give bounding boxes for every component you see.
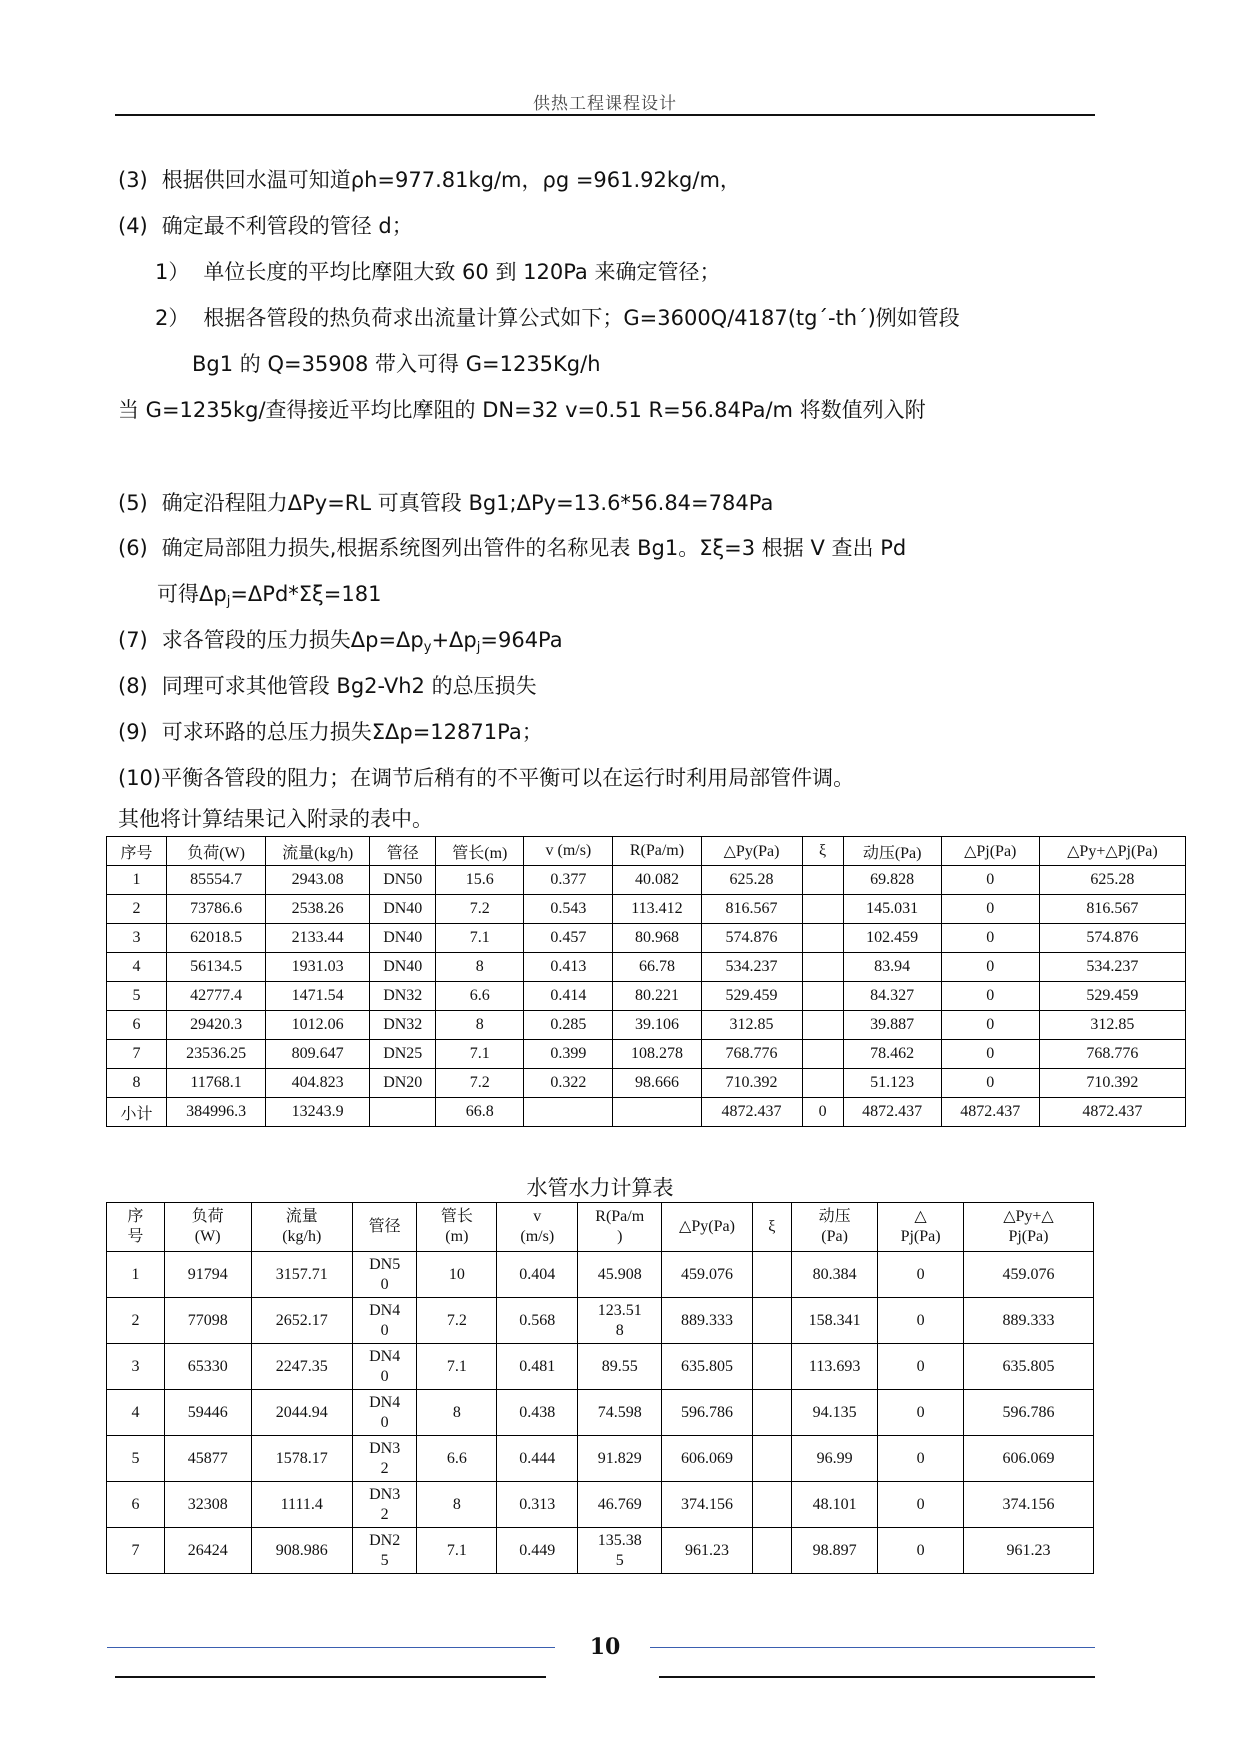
table-cell: 80.221 <box>613 982 701 1011</box>
item-number: (9) <box>118 720 148 744</box>
table-cell <box>802 866 843 895</box>
table-cell: 11768.1 <box>167 1069 266 1098</box>
table-row <box>107 924 1186 953</box>
table-cell: 小计 <box>107 1098 167 1127</box>
table-cell: 312.85 <box>1039 1011 1185 1040</box>
table-header-cell: 负荷(W) <box>167 837 266 866</box>
table-cell: 1578.17 <box>251 1436 352 1482</box>
table-cell: 0 <box>941 924 1039 953</box>
table-cell: 8 <box>107 1069 167 1098</box>
paragraph-4-2 <box>155 302 960 332</box>
table-cell: 768.776 <box>1039 1040 1185 1069</box>
table-header-cell: R(Pa/m ) <box>578 1203 662 1252</box>
table-cell: 158.341 <box>791 1298 877 1344</box>
table-cell: 529.459 <box>701 982 802 1011</box>
table-cell: 7.2 <box>436 1069 524 1098</box>
table-cell: 80.968 <box>613 924 701 953</box>
table-cell: 7 <box>107 1040 167 1069</box>
table-header-cell: 动压(Pa) <box>843 837 941 866</box>
item-text: 求各管段的压力损失Δp=Δp <box>161 628 424 652</box>
table-cell: 83.94 <box>843 953 941 982</box>
item-number: (4) <box>118 214 148 238</box>
item-number: 2） <box>155 306 190 330</box>
table-cell: 3157.71 <box>251 1252 352 1298</box>
table-cell: 606.069 <box>963 1436 1093 1482</box>
table-cell: 534.237 <box>1039 953 1185 982</box>
table-cell: 312.85 <box>701 1011 802 1040</box>
table-header-cell: 管长 (m) <box>417 1203 497 1252</box>
table-cell: 98.897 <box>791 1528 877 1574</box>
table-cell: DN3 2 <box>352 1482 416 1528</box>
item-number: (3) <box>118 168 148 192</box>
table-header-cell: 管长(m) <box>436 837 524 866</box>
table-header-cell: 管径 <box>370 837 436 866</box>
item-number: (8) <box>118 674 148 698</box>
table-header-cell: △Py+△Pj(Pa) <box>1039 837 1185 866</box>
table-cell: DN32 <box>370 982 436 1011</box>
table-cell: 816.567 <box>701 895 802 924</box>
table-cell: DN4 0 <box>352 1344 416 1390</box>
table-cell: 961.23 <box>662 1528 752 1574</box>
paragraph-4-2-continued: Bg1 的 Q=35908 带入可得 G=1235Kg/h <box>192 352 601 376</box>
paragraph-7 <box>118 624 563 655</box>
table-cell: DN4 0 <box>352 1390 416 1436</box>
item-text: =ΔPd*Σξ=181 <box>230 582 382 606</box>
table-cell: 113.412 <box>613 895 701 924</box>
table-header-cell: 流量(kg/h) <box>266 837 370 866</box>
table-header-row <box>107 1203 1094 1252</box>
table-caption: 水管水力计算表 <box>526 1176 674 1200</box>
paragraph-4 <box>118 210 413 240</box>
table-cell: 6 <box>107 1482 165 1528</box>
table-cell: 529.459 <box>1039 982 1185 1011</box>
table-cell: 26424 <box>164 1528 251 1574</box>
table-cell: 3 <box>107 924 167 953</box>
table-cell: 0.404 <box>497 1252 578 1298</box>
table-header-cell: 流量 (kg/h) <box>251 1203 352 1252</box>
table-cell: 0 <box>878 1390 964 1436</box>
table-cell: 574.876 <box>1039 924 1185 953</box>
table-row <box>107 1040 1186 1069</box>
table-row <box>107 1528 1094 1574</box>
table-cell: 0 <box>941 866 1039 895</box>
item-text: 可得Δp <box>157 582 227 606</box>
table-cell: 40.082 <box>613 866 701 895</box>
table-cell: DN4 0 <box>352 1298 416 1344</box>
item-number: 1） <box>155 260 190 284</box>
table-cell: 404.823 <box>266 1069 370 1098</box>
table-cell: 89.55 <box>578 1344 662 1390</box>
table-cell <box>802 1011 843 1040</box>
table-cell: 0 <box>878 1482 964 1528</box>
table-cell: 0 <box>878 1344 964 1390</box>
table-cell: 374.156 <box>662 1482 752 1528</box>
table-row <box>107 1069 1186 1098</box>
table-cell: 39.106 <box>613 1011 701 1040</box>
table-cell: 0.313 <box>497 1482 578 1528</box>
table-cell: 94.135 <box>791 1390 877 1436</box>
table-header-cell: 管径 <box>352 1203 416 1252</box>
table-cell: 4872.437 <box>843 1098 941 1127</box>
table-cell: 96.99 <box>791 1436 877 1482</box>
table-cell: 6 <box>107 1011 167 1040</box>
table-row <box>107 1344 1094 1390</box>
table-cell: 45877 <box>164 1436 251 1482</box>
table-cell: 0 <box>941 1011 1039 1040</box>
table-row <box>107 1298 1094 1344</box>
table-cell: DN2 5 <box>352 1528 416 1574</box>
table-cell: 0 <box>878 1298 964 1344</box>
table-cell <box>370 1098 436 1127</box>
table-cell: 459.076 <box>662 1252 752 1298</box>
running-header: 供热工程课程设计 <box>533 94 677 114</box>
table-cell: 0.322 <box>524 1069 613 1098</box>
table-cell: 74.598 <box>578 1390 662 1436</box>
table-cell: 1111.4 <box>251 1482 352 1528</box>
table-cell: 2044.94 <box>251 1390 352 1436</box>
table-row <box>107 866 1186 895</box>
table-cell: 0.285 <box>524 1011 613 1040</box>
table-cell: 0 <box>941 982 1039 1011</box>
table-cell: 39.887 <box>843 1011 941 1040</box>
table-cell: 768.776 <box>701 1040 802 1069</box>
table-cell: 8 <box>417 1482 497 1528</box>
table-cell: 0 <box>941 1040 1039 1069</box>
table-cell: 108.278 <box>613 1040 701 1069</box>
table-cell <box>802 924 843 953</box>
table-cell: 6.6 <box>417 1436 497 1482</box>
table-cell: 0 <box>878 1252 964 1298</box>
table-cell: 5 <box>107 982 167 1011</box>
table-cell: 374.156 <box>963 1482 1093 1528</box>
item-text: 可求环路的总压力损失ΣΔp=12871Pa； <box>161 720 543 744</box>
table-cell <box>802 895 843 924</box>
table-cell: 69.828 <box>843 866 941 895</box>
table-cell: 48.101 <box>791 1482 877 1528</box>
table-header-cell: △Pj(Pa) <box>941 837 1039 866</box>
table-cell: 889.333 <box>963 1298 1093 1344</box>
paragraph-4-1 <box>155 256 720 286</box>
table-cell: 534.237 <box>701 953 802 982</box>
table-header-cell: 序 号 <box>107 1203 165 1252</box>
table-cell: 710.392 <box>701 1069 802 1098</box>
table-cell: 7.1 <box>417 1344 497 1390</box>
subscript: y <box>423 640 432 655</box>
table-cell: DN40 <box>370 924 436 953</box>
table-header-row <box>107 837 1186 866</box>
table-cell: 51.123 <box>843 1069 941 1098</box>
paragraph-11: 其他将计算结果记入附录的表中。 <box>118 807 433 831</box>
table-cell: 0.444 <box>497 1436 578 1482</box>
table-cell <box>802 982 843 1011</box>
item-text: 根据各管段的热负荷求出流量计算公式如下；G=3600Q/4187(tg´-th´)例如管段 <box>203 306 960 330</box>
table-header-cell: △Py+△ Pj(Pa) <box>963 1203 1093 1252</box>
table-cell: 625.28 <box>1039 866 1185 895</box>
table-cell: 7.2 <box>436 895 524 924</box>
table-cell <box>802 1040 843 1069</box>
table-cell: 15.6 <box>436 866 524 895</box>
table-cell: DN40 <box>370 953 436 982</box>
table-cell: 7.1 <box>436 1040 524 1069</box>
table-cell: 0 <box>878 1436 964 1482</box>
paragraph-6-continued <box>157 578 381 609</box>
page-number: 10 <box>589 1634 621 1660</box>
table-row <box>107 982 1186 1011</box>
table-cell: 635.805 <box>963 1344 1093 1390</box>
subscript: j <box>226 594 231 609</box>
table-row <box>107 1011 1186 1040</box>
table-cell: 10 <box>417 1252 497 1298</box>
table-row <box>107 895 1186 924</box>
table-cell: DN3 2 <box>352 1436 416 1482</box>
paragraph-4-3: 当 G=1235kg/查得接近平均比摩阻的 DN=32 v=0.51 R=56.84Pa/m 将数值列入附 <box>118 398 926 422</box>
table-cell: 2133.44 <box>266 924 370 953</box>
table-cell: DN20 <box>370 1069 436 1098</box>
table-cell: 0 <box>802 1098 843 1127</box>
table-cell: 13243.9 <box>266 1098 370 1127</box>
table-cell: 62018.5 <box>167 924 266 953</box>
table-cell: 2 <box>107 895 167 924</box>
table-cell: 91.829 <box>578 1436 662 1482</box>
table-cell: 889.333 <box>662 1298 752 1344</box>
table-cell: 66.78 <box>613 953 701 982</box>
footer-rule <box>650 1647 1095 1648</box>
table-cell: 56134.5 <box>167 953 266 982</box>
table-cell: 574.876 <box>701 924 802 953</box>
footer-rule <box>115 1676 546 1678</box>
hydraulic-calc-table-1 <box>106 836 1186 1127</box>
table-cell: 8 <box>436 953 524 982</box>
paragraph-9 <box>118 716 543 746</box>
table-cell <box>802 953 843 982</box>
table-header-cell: ξ <box>802 837 843 866</box>
paragraph-8 <box>118 670 537 700</box>
table-header-cell: 序号 <box>107 837 167 866</box>
header-rule <box>115 114 1095 116</box>
table-cell <box>802 1069 843 1098</box>
table-cell: 710.392 <box>1039 1069 1185 1098</box>
table-cell: 1 <box>107 1252 165 1298</box>
table-cell: 1931.03 <box>266 953 370 982</box>
table-cell: 135.38 5 <box>578 1528 662 1574</box>
table-cell: 0.449 <box>497 1528 578 1574</box>
table-cell: 32308 <box>164 1482 251 1528</box>
item-number: (7) <box>118 628 148 652</box>
table-cell: 98.666 <box>613 1069 701 1098</box>
table-cell: 596.786 <box>963 1390 1093 1436</box>
table-cell: 59446 <box>164 1390 251 1436</box>
table-cell: 0.457 <box>524 924 613 953</box>
table-cell: 961.23 <box>963 1528 1093 1574</box>
footer-rule <box>107 1647 555 1648</box>
table-cell: 2943.08 <box>266 866 370 895</box>
paragraph-10 <box>118 762 854 792</box>
table-row <box>107 1482 1094 1528</box>
table-cell: 0.414 <box>524 982 613 1011</box>
hydraulic-calc-table-2 <box>106 1202 1094 1574</box>
table-cell: 91794 <box>164 1252 251 1298</box>
table-cell: 4872.437 <box>941 1098 1039 1127</box>
table-cell <box>752 1482 791 1528</box>
table-cell: 0 <box>941 895 1039 924</box>
table-cell: 384996.3 <box>167 1098 266 1127</box>
table-cell: 3 <box>107 1344 165 1390</box>
table-cell: 85554.7 <box>167 866 266 895</box>
footer-rule <box>659 1676 1095 1678</box>
table-cell: 0.377 <box>524 866 613 895</box>
paragraph-6 <box>118 532 906 562</box>
table-cell: 0.413 <box>524 953 613 982</box>
table-cell: 78.462 <box>843 1040 941 1069</box>
paragraph-5 <box>118 487 773 517</box>
table-row <box>107 1390 1094 1436</box>
table-cell: 7.2 <box>417 1298 497 1344</box>
table-cell: 4872.437 <box>1039 1098 1185 1127</box>
table-cell: 7.1 <box>436 924 524 953</box>
table-cell: 1012.06 <box>266 1011 370 1040</box>
table-cell: 6.6 <box>436 982 524 1011</box>
table-cell: 1471.54 <box>266 982 370 1011</box>
table-cell: 0 <box>941 953 1039 982</box>
table-cell: 0 <box>941 1069 1039 1098</box>
table-cell: 2538.26 <box>266 895 370 924</box>
table-cell: 102.459 <box>843 924 941 953</box>
item-text: =964Pa <box>480 628 563 652</box>
table-cell: 80.384 <box>791 1252 877 1298</box>
table-cell: 0 <box>878 1528 964 1574</box>
table-cell: 42777.4 <box>167 982 266 1011</box>
table-cell <box>613 1098 701 1127</box>
item-text: 确定最不利管段的管径 d； <box>161 214 413 238</box>
table-cell: 66.8 <box>436 1098 524 1127</box>
table-cell: 0.568 <box>497 1298 578 1344</box>
table-row <box>107 1098 1186 1127</box>
table-cell: 606.069 <box>662 1436 752 1482</box>
table-cell <box>752 1390 791 1436</box>
item-text: 平衡各管段的阻力；在调节后稍有的不平衡可以在运行时利用局部管件调。 <box>161 766 855 790</box>
table-cell: 0.543 <box>524 895 613 924</box>
table-cell: 809.647 <box>266 1040 370 1069</box>
item-text: 单位长度的平均比摩阻大致 60 到 120Pa 来确定管径； <box>203 260 721 284</box>
table-cell: 46.769 <box>578 1482 662 1528</box>
table-cell: 2652.17 <box>251 1298 352 1344</box>
table-cell: 113.693 <box>791 1344 877 1390</box>
table-header-cell: 负荷 (W) <box>164 1203 251 1252</box>
table-cell: 84.327 <box>843 982 941 1011</box>
paragraph-3 <box>118 164 741 194</box>
table-cell: 635.805 <box>662 1344 752 1390</box>
table-cell: 596.786 <box>662 1390 752 1436</box>
item-text: 同理可求其他管段 Bg2-Vh2 的总压损失 <box>161 674 537 698</box>
item-text: 根据供回水温可知道ρh=977.81kg/m，ρg =961.92kg/m， <box>161 168 741 192</box>
table-cell: DN5 0 <box>352 1252 416 1298</box>
table-cell: DN32 <box>370 1011 436 1040</box>
table-cell: 4872.437 <box>701 1098 802 1127</box>
table-cell: DN40 <box>370 895 436 924</box>
table-cell: 4 <box>107 1390 165 1436</box>
table-cell: 7 <box>107 1528 165 1574</box>
table-cell: 0.481 <box>497 1344 578 1390</box>
table-cell: 29420.3 <box>167 1011 266 1040</box>
subscript: j <box>476 640 481 655</box>
item-number: (10) <box>118 766 162 790</box>
table-row <box>107 953 1186 982</box>
table-cell: 45.908 <box>578 1252 662 1298</box>
table-header-cell: △Py(Pa) <box>662 1203 752 1252</box>
table-cell: 8 <box>436 1011 524 1040</box>
table-cell: 4 <box>107 953 167 982</box>
table-cell: 5 <box>107 1436 165 1482</box>
table-header-cell: △ Pj(Pa) <box>878 1203 964 1252</box>
table-cell: 459.076 <box>963 1252 1093 1298</box>
table-row <box>107 1436 1094 1482</box>
table-header-cell: 动压 (Pa) <box>791 1203 877 1252</box>
table-cell: 77098 <box>164 1298 251 1344</box>
table-header-cell: v (m/s) <box>524 837 613 866</box>
table-header-cell: R(Pa/m) <box>613 837 701 866</box>
table-cell: 2 <box>107 1298 165 1344</box>
table-row <box>107 1252 1094 1298</box>
table-cell <box>524 1098 613 1127</box>
table-cell <box>752 1298 791 1344</box>
table-cell <box>752 1436 791 1482</box>
table-cell: 123.51 8 <box>578 1298 662 1344</box>
table-cell: 0.438 <box>497 1390 578 1436</box>
table-cell: 73786.6 <box>167 895 266 924</box>
item-text: 确定局部阻力损失,根据系统图列出管件的名称见表 Bg1。Σξ=3 根据 V 查出 Pd <box>161 536 907 560</box>
item-text: 确定沿程阻力ΔPy=RL 可真管段 Bg1;ΔPy=13.6*56.84=784Pa <box>161 491 774 515</box>
item-text: +Δp <box>431 628 477 652</box>
table-header-cell: ξ <box>752 1203 791 1252</box>
table-cell: 908.986 <box>251 1528 352 1574</box>
table-cell: DN50 <box>370 866 436 895</box>
table-cell: 1 <box>107 866 167 895</box>
table-cell: 2247.35 <box>251 1344 352 1390</box>
table-cell: 7.1 <box>417 1528 497 1574</box>
table-cell: 816.567 <box>1039 895 1185 924</box>
table-header-cell: △Py(Pa) <box>701 837 802 866</box>
table-cell: 625.28 <box>701 866 802 895</box>
table-cell: 0.399 <box>524 1040 613 1069</box>
table-cell <box>752 1344 791 1390</box>
table-cell: 23536.25 <box>167 1040 266 1069</box>
item-number: (6) <box>118 536 148 560</box>
item-number: (5) <box>118 491 148 515</box>
table-cell: 145.031 <box>843 895 941 924</box>
table-cell: 8 <box>417 1390 497 1436</box>
table-cell <box>752 1252 791 1298</box>
table-cell: 65330 <box>164 1344 251 1390</box>
table-cell <box>752 1528 791 1574</box>
table-cell: DN25 <box>370 1040 436 1069</box>
table-header-cell: v (m/s) <box>497 1203 578 1252</box>
